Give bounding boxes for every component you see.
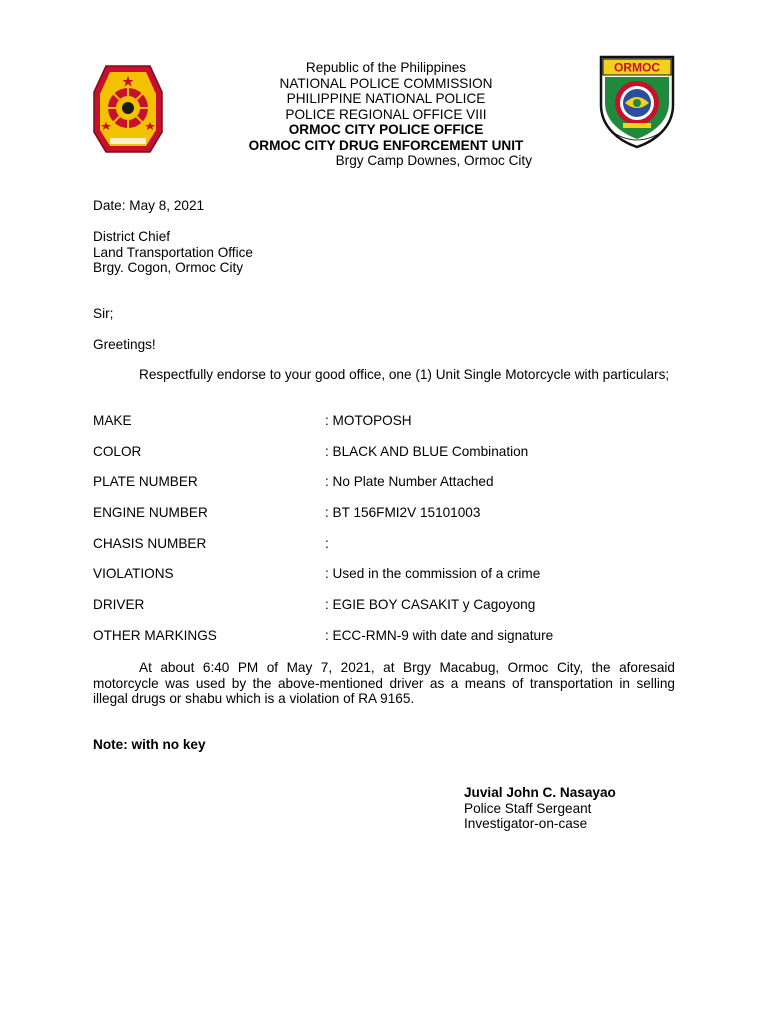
svg-text:ORMOC: ORMOC: [614, 60, 660, 75]
particular-value: : BLACK AND BLUE Combination: [325, 444, 529, 459]
letterhead: [200, 60, 572, 169]
salutation: Sir;: [93, 306, 114, 321]
particular-label: MAKE: [93, 413, 132, 428]
letterhead-line-pnp: PHILIPPINE NATIONAL POLICE: [286, 91, 486, 106]
particular-value: : EGIE BOY CASAKIT y Cagoyong: [325, 597, 536, 612]
letterhead-line-address: Brgy Camp Downes, Ormoc City: [335, 153, 532, 168]
particular-label: ENGINE NUMBER: [93, 505, 208, 520]
particular-value: : MOTOPOSH: [325, 413, 412, 428]
particular-value: : Used in the commission of a crime: [325, 566, 541, 581]
signatory-rank: Police Staff Sergeant: [464, 800, 592, 816]
letterhead-line-ocpo: ORMOC CITY POLICE OFFICE: [288, 122, 484, 137]
letter-date: Date: May 8, 2021: [93, 198, 205, 213]
particular-row-chasis-number: [93, 536, 675, 552]
particular-label: COLOR: [93, 444, 142, 459]
letterhead-line-pro8: POLICE REGIONAL OFFICE VIII: [285, 106, 487, 122]
signature-block: [464, 785, 616, 832]
particular-row-other-markings: [93, 628, 675, 644]
recipient-address: Brgy. Cogon, Ormoc City: [93, 260, 244, 275]
signatory-role: Investigator-on-case: [464, 816, 588, 831]
greeting: Greetings!: [93, 337, 156, 352]
letterhead-line-republic: Republic of the Philippines: [305, 60, 467, 75]
signatory-name: Juvial John C. Nasayao: [464, 785, 616, 800]
particular-row-violations: [93, 566, 675, 582]
particular-label: DRIVER: [93, 597, 145, 612]
particular-row-color: [93, 444, 675, 460]
particular-value: : BT 156FMI2V 15101003: [325, 505, 481, 520]
particular-row-driver: [93, 597, 675, 613]
recipient-block: [93, 229, 675, 276]
letterhead-line-unit: ORMOC CITY DRUG ENFORCEMENT UNIT: [248, 137, 524, 153]
particular-value: : ECC-RMN-9 with date and signature: [325, 628, 554, 643]
narrative-paragraph: At about 6:40 PM of May 7, 2021, at Brgy Macabug, Ormoc City, the aforesaid motorcycle was used by the above-mentioned driver as a means of transportation in selling illegal drugs or shabu which is a violation of RA 9165.: [93, 660, 675, 706]
particular-row-make: [93, 413, 675, 429]
ormoc-city-police-logo: [597, 53, 677, 149]
particular-row-engine-number: [93, 505, 675, 521]
recipient-office: Land Transportation Office: [93, 244, 253, 260]
letterhead-line-napolcom: NATIONAL POLICE COMMISSION: [279, 75, 493, 91]
particular-row-plate-number: [93, 474, 675, 490]
pnp-seal-logo: [92, 62, 164, 154]
intro-paragraph: Respectfully endorse to your good office, one (1) Unit Single Motorcycle with particulars;: [139, 367, 670, 382]
particular-label: OTHER MARKINGS: [93, 628, 217, 643]
particular-label: VIOLATIONS: [93, 566, 174, 581]
recipient-title: District Chief: [93, 229, 171, 244]
particular-value: : No Plate Number Attached: [325, 474, 494, 489]
note: Note: with no key: [93, 737, 206, 752]
particular-label: CHASIS NUMBER: [93, 536, 207, 551]
particular-value: :: [325, 536, 329, 551]
particular-label: PLATE NUMBER: [93, 474, 198, 489]
